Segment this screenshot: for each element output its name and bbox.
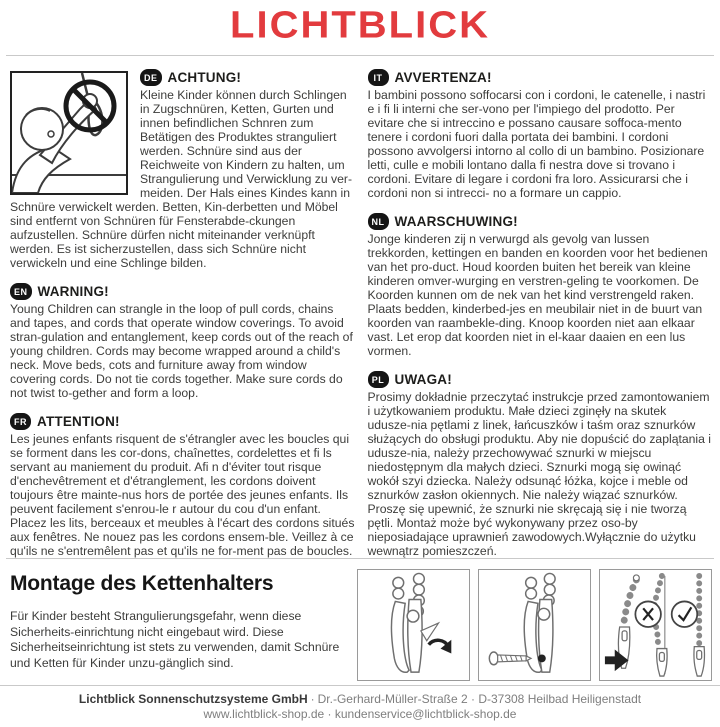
warning-body-pl: Prosimy dokładnie przeczytać instrukcje przed zamontowaniem i użytkowaniem produktu. Małe dzieci zginęły na skutek udusze-nia pętlami z linek, łańcuszków i taśm oraz sznurków służących do obsługi produktu. Aby nie dopuścić do zaplątania i udusze-nia, należy przechowywać sznurki w miejscu niedostępnym dla małych dzieci. Sznurki mogą się owinąć wokół szyi dziecka. Należy odsunąć łóżka, kojce i meble od sznurków zasłon okiennych. Nie należy wiązać sznurków. Proszę się upewnić, że sznurki nie skręcają się i nie tworzą pętli. Montaż może być wykonywany przez oso-by nieposiadające uprawnień zawodowych.Wyłącznie do użytku wewnątrz pomieszczeń. <box>367 390 711 558</box>
montage-text-block <box>10 569 347 681</box>
screw-hole-dot <box>538 654 546 662</box>
child-reaching-cord-illustration <box>12 73 126 193</box>
warning-title-fr: ATTENTION! <box>37 413 120 429</box>
screw-icon <box>489 652 531 665</box>
warning-column-right <box>368 69 713 558</box>
warning-section-de <box>10 69 355 270</box>
footer-separator: · <box>310 692 315 706</box>
warning-heading-row <box>368 69 713 86</box>
rotate-arrow-icon <box>429 640 452 654</box>
warning-body-de: Kleine Kinder können durch Schlingen in Zugschnüren, Ketten, Gurten und innen befindlichen Schnren zum Betätigen des Produktes stranguliert werden. Schnüre sind aus der Reichweite von Kindern zu halten, um Strangulierung und Verwicklung zu ver-meiden. Der Hals eines Kindes kann in Schnüre verwickelt werden. Betten, Kin-derbetten und Möbel sind entfernt von Schnüren für Fensterabde-ckungen aufzustellen. Schnüre dürfen nicht miteinander verknüpft werden. Es ist sicherzustellen, dass sich Schnüre nicht verwickeln und eine Schlinge bilden. <box>10 88 353 270</box>
montage-figures <box>357 569 712 681</box>
warning-heading-row <box>10 413 355 430</box>
warning-columns <box>0 56 720 558</box>
rotate-flag <box>421 623 439 641</box>
warning-title-nl: WAARSCHUWING! <box>394 213 518 229</box>
warning-heading-row <box>10 283 355 300</box>
chain-holder-rotate-figure <box>358 570 469 680</box>
warning-title-pl: UWAGA! <box>394 371 452 387</box>
warning-heading-row <box>140 69 355 86</box>
lang-badge-it: IT <box>368 69 389 86</box>
montage-body: Für Kinder besteht Strangulierungsgefahr, wenn diese Sicherheits-einrichtung nicht eingebaut wird. Diese Sicherheitseinrichtung ist stets zu verwenden, damit Schnüre und Ketten für Kinder unzu-gänglich sind. <box>10 609 340 670</box>
chain-wrong-vs-right-figure <box>600 570 711 680</box>
header <box>0 0 720 55</box>
footer-contact: www.lichtblick-shop.de · kundenservice@lichtblick-shop.de <box>203 707 517 721</box>
warning-body-it: I bambini possono soffocarsi con i cordoni, le catenelle, i nastri e i fi li interni che ser-vono per l'impiego del prodotto. Per evitare che si intreccino e possano causare soffoca-mento tenere i cordoni fuori dalla portata dei bambini. I cordoni possono avvolgersi intorno al collo di un bambino. Posizionare letti, culle e mobili lontano dalla fi nestra dove si trovano i cordoni. Evitare di legare i cordoni fra loro. Assicurarsi che i cordoni non si intrecci- no a formare un cappio. <box>367 88 706 200</box>
chain-ball-in-holder <box>538 608 550 620</box>
warning-heading-row <box>368 371 713 388</box>
cross-icon <box>635 601 661 627</box>
warning-column-left <box>10 69 355 558</box>
warning-body-en: Young Children can strangle in the loop of pull cords, chains and tapes, and cords that operate window coverings. To avoid stran-gulation and entanglement, keep cords out of the reach of young children. Cords may become wrapped around a child's neck. Move beds, cots and furniture away from window covering cords. Do not tie cords together. Make sure cords do not twist to-gether and form a loop. <box>10 302 353 400</box>
figure-box-usage <box>599 569 712 681</box>
lang-badge-pl: PL <box>368 371 389 388</box>
lang-badge-en: EN <box>10 283 32 300</box>
footer-line-1 <box>0 692 720 707</box>
chain-ball-in-holder <box>407 610 419 622</box>
loose-chain-with-holder <box>618 575 639 668</box>
lang-badge-nl: NL <box>368 213 389 230</box>
warning-title-en: WARNING! <box>37 283 109 299</box>
lang-badge-de: DE <box>140 69 162 86</box>
footer-line-2 <box>0 707 720 722</box>
warning-section-pl <box>368 371 713 558</box>
lang-badge-fr: FR <box>10 413 31 430</box>
footer-company: Lichtblick Sonnenschutzsysteme GmbH <box>78 692 308 706</box>
right-chain-group <box>672 576 705 676</box>
figure-box-screw <box>478 569 591 681</box>
warning-section-it <box>368 69 713 200</box>
warning-heading-row <box>368 213 713 230</box>
check-icon <box>672 601 698 627</box>
montage-section <box>0 559 720 681</box>
warning-body-fr: Les jeunes enfants risquent de s'étrangler avec les boucles qui se forment dans les cor-dons, chaînettes, cordelettes et fi ls servant au maniement du produit. Afi n d'éviter tout risque d'enchevêtrement et d'étranglement, les cordons doivent toujours être mainte-nus hors de portée des jeunes enfants. Ils peuvent facilement s'enrou-le r autour du cou d'un enfant. Placez les lits, berceaux et meubles à l'écart des cordons situés aux fenêtres. Ne nouez pas les cordons ensem-ble. Veillez à ce qu'ils ne s'entremêlent pas et qu'ils ne for-ment pas de boucles. <box>10 432 355 558</box>
warning-section-en <box>10 283 355 400</box>
footer-address: Dr.-Gerhard-Müller-Straße 2 · D-37308 Heilbad Heiligenstadt <box>317 692 642 706</box>
warning-title-it: AVVERTENZA! <box>394 69 492 85</box>
holder-body <box>392 601 410 672</box>
wrong-chain-group <box>635 576 667 676</box>
warning-section-fr <box>10 413 355 558</box>
warning-title-de: ACHTUNG! <box>167 69 242 85</box>
chain-holder-screw-figure <box>479 570 590 680</box>
figure-box-rotate <box>357 569 470 681</box>
warning-section-nl <box>368 213 713 358</box>
footer <box>0 685 720 727</box>
footer-text <box>0 686 720 727</box>
child-strangle-figure <box>10 71 128 195</box>
brand-logo: LICHTBLICK <box>230 3 490 47</box>
warning-body-nl: Jonge kinderen zij n verwurgd als gevolg van lussen trekkorden, kettingen en banden en koorden voor het bedienen van het pro-duct. Houd koorden buiten het bereik van kleine kinderen omver-wurging en verstren-geling te voorkomen. De Koorden kunnen om de nek van het kind verstrengeld raken. Plaats bedden, kinderbed-jes en meubilair niet in de buurt van koorden van raambekle-ding. Knoop koorden niet aan elkaar vast. Let erop dat koorden niet in el-kaar daaien en een lus vormen. <box>367 232 708 358</box>
montage-title: Montage des Kettenhalters <box>10 572 274 595</box>
